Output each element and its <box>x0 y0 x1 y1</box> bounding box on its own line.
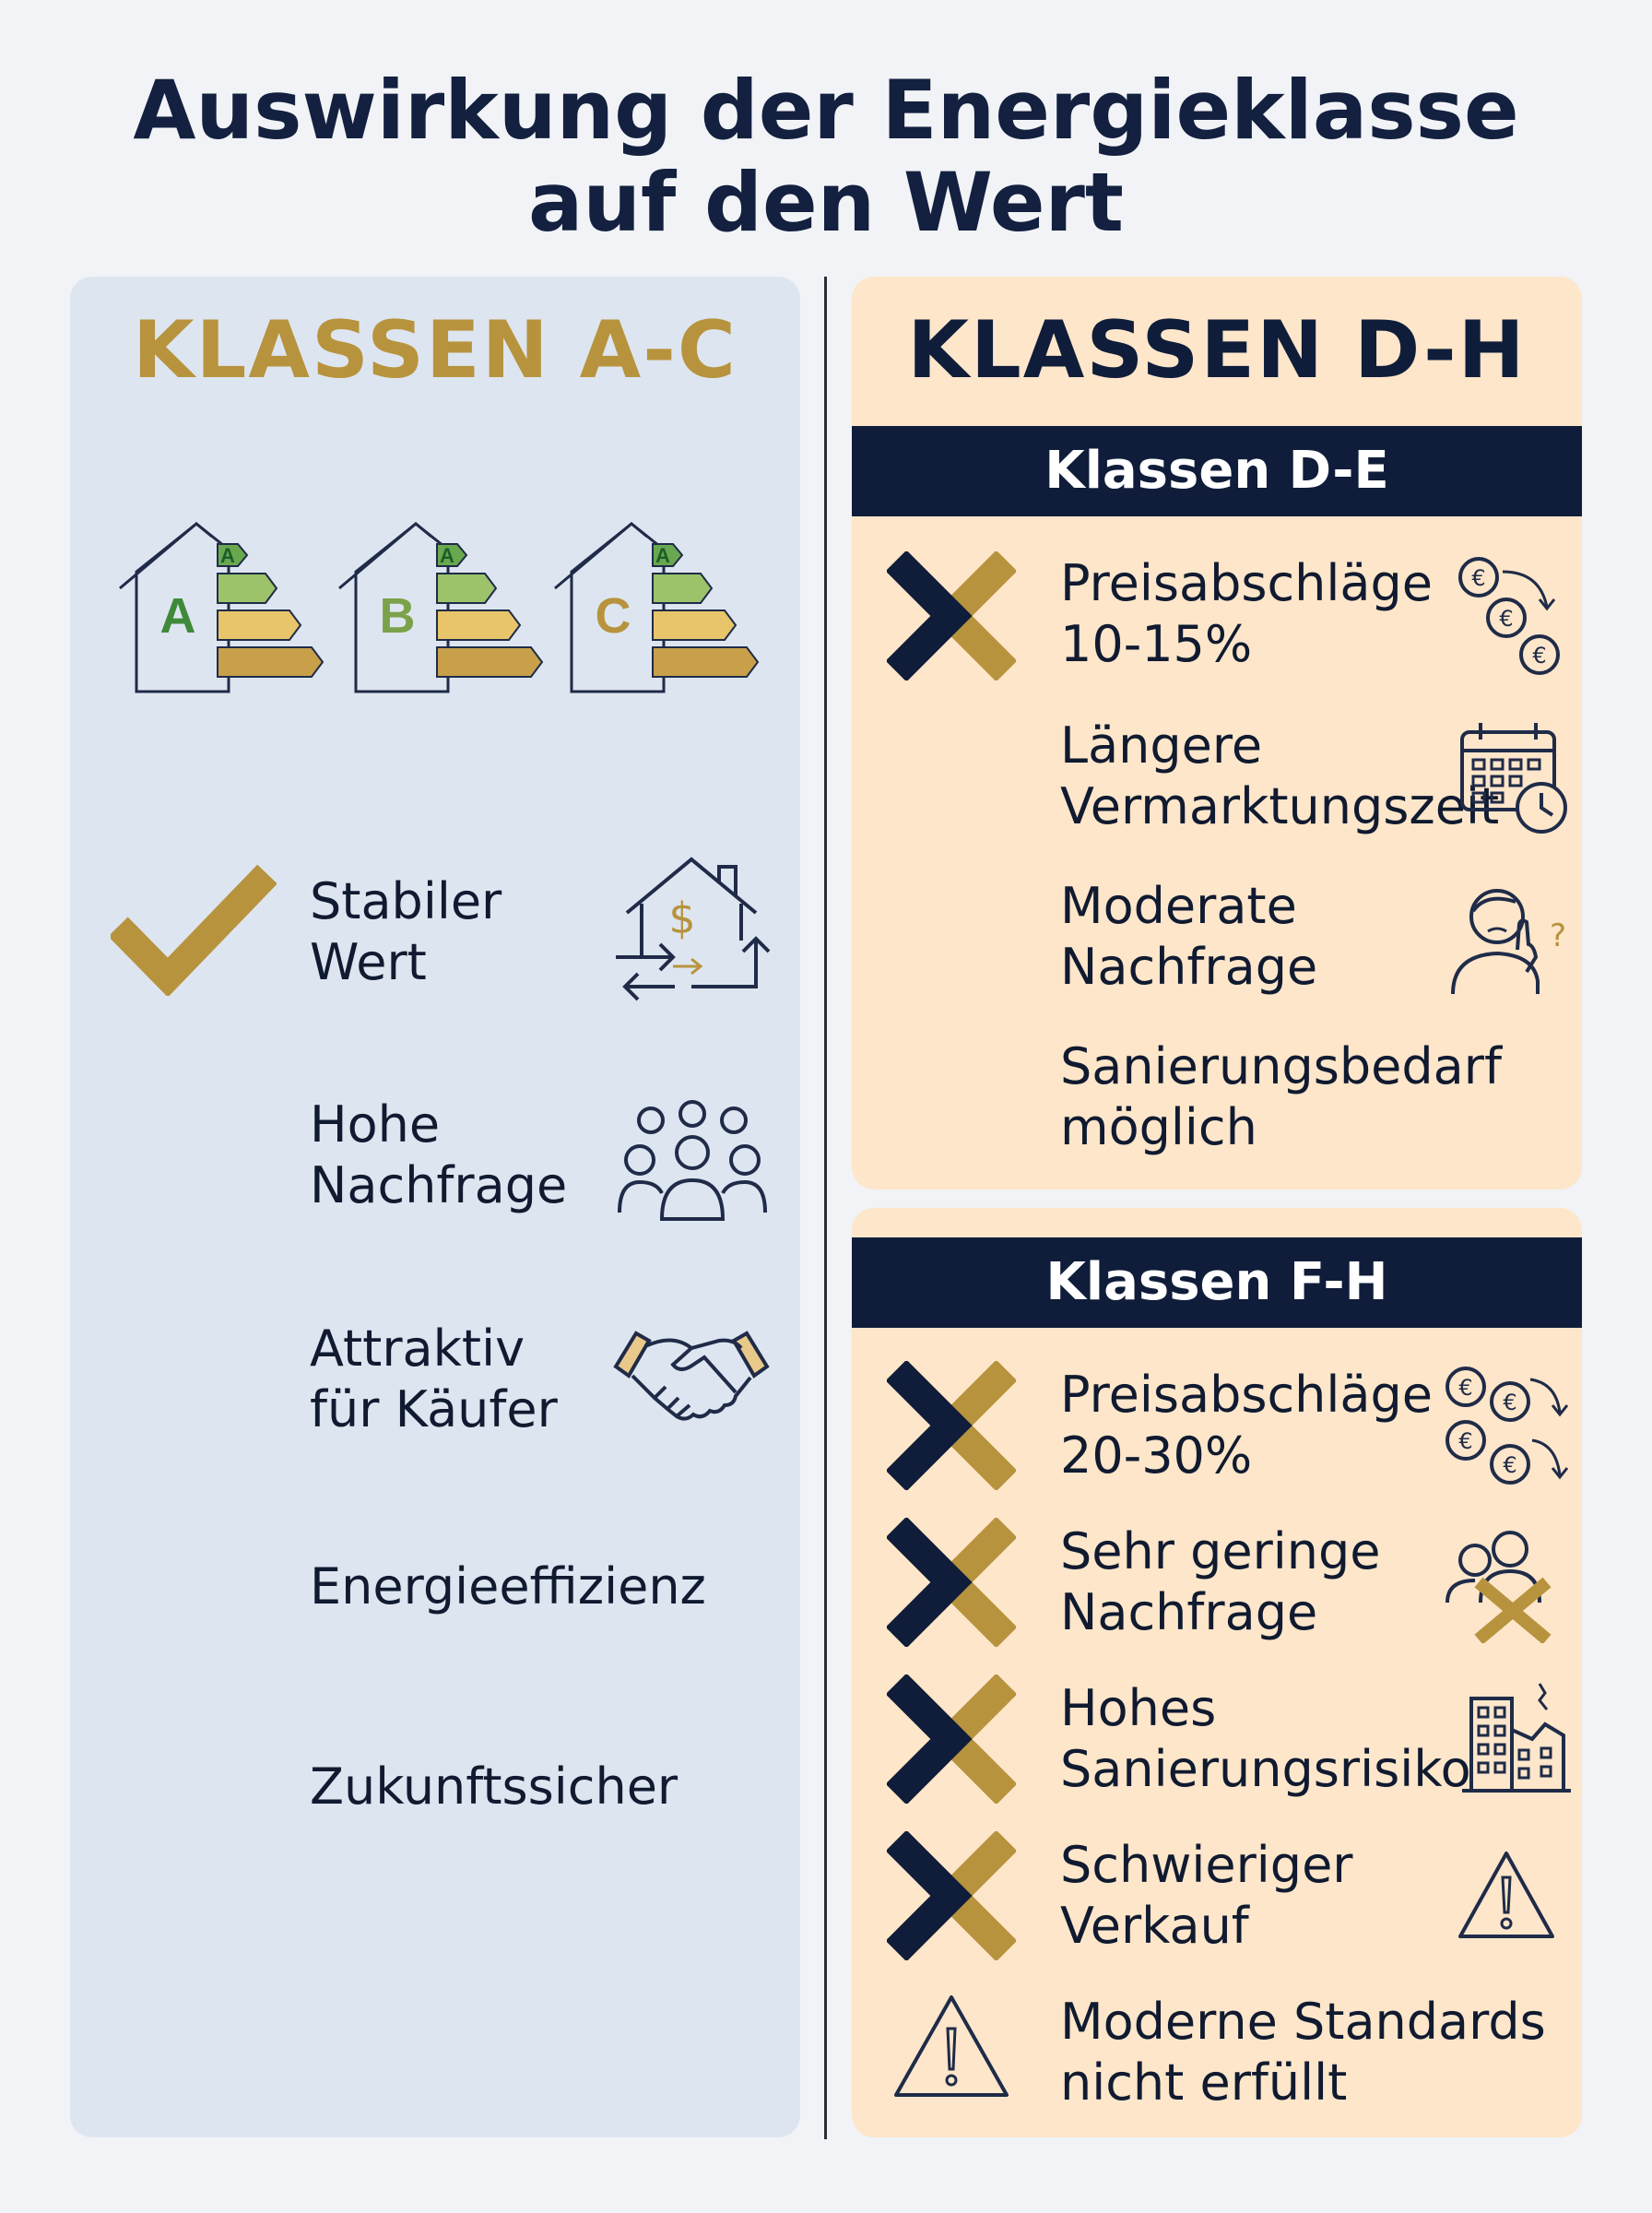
de-item-moderate-demand: Moderate Nachfrage <box>1060 877 1318 996</box>
svg-text:€: € <box>1471 565 1486 591</box>
people-group-icon <box>614 1097 771 1226</box>
left-item-efficiency: Energieeffizienz <box>310 1557 706 1615</box>
energy-class-houses <box>109 516 773 701</box>
fh-item-difficult-sale: Schwieriger Verkauf <box>1060 1836 1353 1955</box>
calendar-clock-icon <box>1458 719 1571 834</box>
fh-item-renovation-risk: Hohes Sanierungsrisiko <box>1060 1679 1471 1798</box>
x-mark-icon <box>887 1831 1016 1960</box>
svg-text:$: $ <box>668 893 696 943</box>
column-divider <box>824 277 827 2139</box>
de-item-longer-marketing: Längere Vermarktungszeit <box>1060 716 1500 835</box>
check-icon <box>111 858 277 996</box>
badge-top-letter-3: A <box>655 544 670 567</box>
badge-top-letter-2: A <box>440 544 454 567</box>
de-item-price-discount: Preisabschläge 10-15% <box>1060 554 1433 673</box>
band-classes-de: Klassen D-E <box>852 426 1582 516</box>
fh-item-standards-not-met: Moderne Standards nicht erfüllt <box>1060 1993 1546 2112</box>
svg-text:€: € <box>1532 643 1547 669</box>
badge-letter-a: A <box>159 588 196 644</box>
damaged-building-icon <box>1462 1680 1571 1794</box>
svg-text:€: € <box>1458 1428 1473 1454</box>
left-heading: KLASSEN A-C <box>132 304 738 396</box>
title-line-2: auf den Wert <box>528 155 1124 250</box>
band-classes-fh: Klassen F-H <box>852 1237 1582 1328</box>
right-heading: KLASSEN D-H <box>907 304 1527 396</box>
handshake-icon <box>608 1328 774 1438</box>
left-item-attractive: Attraktiv für Käufer <box>310 1320 558 1438</box>
title-line-1: Auswirkung der Energieklasse <box>133 63 1519 158</box>
fh-item-very-low-demand: Sehr geringe Nachfrage <box>1060 1522 1381 1641</box>
euro-coins-icon <box>1442 1361 1573 1490</box>
badge-letter-c: C <box>595 588 631 644</box>
house-dollar-icon <box>608 848 774 1005</box>
x-mark-icon <box>887 1675 1016 1804</box>
x-mark-icon <box>887 1361 1016 1490</box>
question-mark: ? <box>1549 917 1567 954</box>
svg-text:€: € <box>1503 1390 1517 1415</box>
warning-icon <box>891 1992 1012 2101</box>
euro-coins-icon <box>1451 551 1571 680</box>
left-item-future-proof: Zukunftssicher <box>310 1757 678 1816</box>
svg-text:€: € <box>1499 606 1514 632</box>
svg-text:€: € <box>1503 1452 1517 1478</box>
de-item-renovation-need: Sanierungsbedarf möglich <box>1060 1037 1502 1156</box>
badge-letter-b: B <box>379 588 416 644</box>
x-mark-icon <box>887 1518 1016 1647</box>
badge-top-letter-1: A <box>220 544 235 567</box>
thinking-person-icon <box>1449 880 1575 998</box>
warning-icon <box>1455 1848 1558 1942</box>
x-mark-icon <box>887 551 1016 680</box>
page-title <box>0 65 1652 249</box>
left-item-stable-value: Stabiler Wert <box>310 872 502 991</box>
fh-item-price-discount: Preisabschläge 20-30% <box>1060 1366 1433 1485</box>
people-cross-icon <box>1444 1529 1558 1643</box>
left-item-high-demand: Hohe Nachfrage <box>310 1095 568 1214</box>
svg-text:€: € <box>1458 1375 1473 1401</box>
